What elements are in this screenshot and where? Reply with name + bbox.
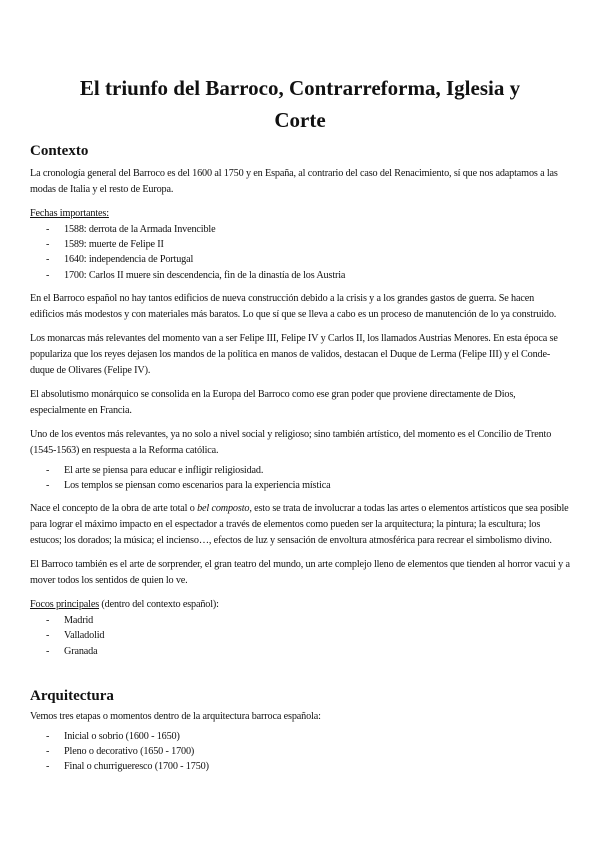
- list-item: - 1588: derrota de la Armada Invencible: [46, 222, 570, 237]
- paragraph-absolutismo: El absolutismo monárquico se consolida en la Europa del Barroco como ese gran poder que proviene directamente de Dios, especialmente en Francia.: [30, 388, 516, 416]
- focos-label: Focos principales: [30, 599, 100, 611]
- list-item: - Pleno o decorativo (1650 - 1700): [46, 744, 570, 759]
- contexto-intro: La cronología general del Barroco es del 1600 al 1750 y en España, al contrario del caso del Renacimiento, sí que nos adaptamos a las modas de Italia y el resto de Europa.: [30, 168, 558, 195]
- list-item: - Valladolid: [46, 628, 570, 643]
- fechas-list: [30, 222, 570, 283]
- fechas-label: Fechas importantes:: [30, 208, 109, 219]
- list-item: - Los templos se piensan como escenarios para la experiencia mística: [46, 478, 570, 493]
- list-item: - Final o churrigueresco (1700 - 1750): [46, 759, 570, 774]
- section-heading-contexto: Contexto: [30, 143, 89, 159]
- paragraph-monarcas: Los monarcas más relevantes del momento van a ser Felipe III, Felipe IV y Carlos II, los llamados Austrias Menores. En esta época se populariza que los reyes dejasen los mandos de la política en manos de validos, destacan el Duque de Lerma (Felipe III) y el Conde-duque de Olivares (Felipe IV).: [30, 332, 558, 376]
- list-item: - 1589: muerte de Felipe II: [46, 237, 570, 252]
- fechas-label-line: [30, 206, 570, 222]
- list-item: - 1700: Carlos II muere sin descendencia, fin de la dinastía de los Austria: [46, 268, 570, 283]
- paragraph-trento: Uno de los eventos más relevantes, ya no solo a nivel social y religioso; sino también artístico, del momento es el Concilio de Trento (1545-1563) en respuesta a la Reforma católica.: [30, 428, 552, 456]
- list-item: - 1640: independencia de Portugal: [46, 252, 570, 267]
- arte-list: [30, 463, 570, 493]
- list-item: - Inicial o sobrio (1600 - 1650): [46, 729, 570, 744]
- document-title: El triunfo del Barroco, Contrarreforma, Iglesia y Corte: [79, 76, 521, 132]
- focos-suffix: (dentro del contexto español):: [99, 599, 219, 611]
- list-item: - Granada: [46, 644, 570, 659]
- bel-composto-after: , esto se trata de involucrar a todas las artes o elementos artísticos que sea posible para lograr el máximo impacto en el espectador a través de elementos como pueden ser la arquitectura; la pintura; la escultura; los estucos; los dorados; la música; el incienso…, efectos de luz y sensación de envoltura atmosférica para recrear el simbolismo divino.: [30, 503, 569, 547]
- etapas-list: [30, 729, 570, 775]
- list-item: - El arte se piensa para educar e infligir religiosidad.: [46, 463, 570, 478]
- paragraph-sorprender: El Barroco también es el arte de sorprender, el gran teatro del mundo, un arte complejo lleno de elementos que tienden al horror vacui y a mover todos los sentidos de quien lo ve.: [30, 559, 570, 587]
- focos-list: [30, 613, 570, 659]
- paragraph-construccion: En el Barroco español no hay tantos edificios de nueva construcción debido a la crisis y a los grandes gastos de guerra. Se hacen edificios más modestos y con materiales más baratos. Lo que sí que se lleva a cabo es un proceso de manutención de lo ya construido.: [30, 292, 557, 320]
- paragraph-bel-composto: [30, 501, 570, 549]
- bel-composto-before: Nace el concepto de la obra de arte total o: [30, 503, 198, 515]
- focos-label-line: [30, 597, 570, 613]
- arquitectura-intro: Vemos tres etapas o momentos dentro de la arquitectura barroca española:: [30, 710, 321, 722]
- section-heading-arquitectura: Arquitectura: [30, 687, 114, 704]
- bel-composto-term: bel composto: [197, 503, 250, 515]
- list-item: - Madrid: [46, 613, 570, 628]
